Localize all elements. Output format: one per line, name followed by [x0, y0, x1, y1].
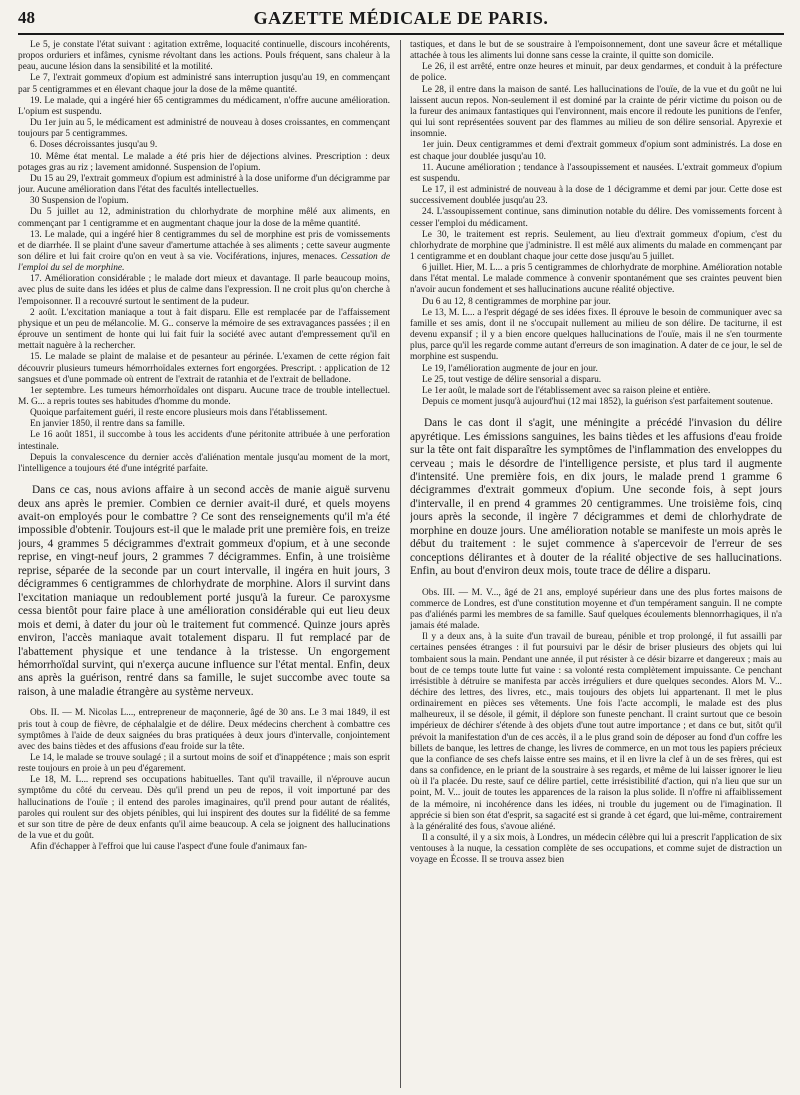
obs1-text: [18, 40, 390, 475]
paragraph: Du 15 au 29, l'extrait gommeux d'opium est administré à la dose uniforme d'un décigramme par jour. Aucune amélioration dans l'état des facultés intellectuelles.: [18, 173, 390, 196]
paragraph: Le 28, il entre dans la maison de santé. Les hallucinations de l'ouïe, de la vue et du goût ne lui laissent aucun repos. Non-seulement il est dominé par la crainte de périr victime du poison ou de la fureur des animaux fantastiques qui l'environnent, mais encore il redoute les punitions de l'enfer, qui lui sont représentées souvent par des flammes au milieu de son délire sensorial. Apyrexie et insomnie.: [410, 84, 782, 140]
paragraph: 17. Amélioration considérable ; le malade dort mieux et davantage. Il parle beaucoup moins, avec plus de suite dans les idées et plus de calme dans l'expression. Il ne croit plus qu'on cherche à l'empoisonner. Il a recouvré surtout le sentiment de la pudeur.: [18, 274, 390, 307]
paragraph: Le 25, tout vestige de délire sensorial a disparu.: [422, 374, 602, 385]
paragraph: Il y a deux ans, à la suite d'un travail de bureau, pénible et trop prolongé, il fut assailli par certaines pensées étranges : il fut poursuivi par le désir de briser plusieurs des objets qui lui tombaient sous la main. Pendant une année, il put résister à ce désir bizarre et dangereux ; mais au bout de ce temps toute lutte fut vaine : sa volonté resta complètement impuissante. Ce penchant irrésistible à détruire se manifesta par accès irréguliers et dure quelques secondes. Alors M. V... déchire des lettres, des livres, etc., mais toujours des objets lui appartenant. Il met le plus ordinairement en pièces ses vêtements. Une fois l'acte accompli, le malade est des plus malheureux, il se désole, il gémit, il déplore son funeste penchant. Il craint surtout que ce besoin impérieux de déchirer s'étende à des objets d'une tout autre importance ; et dans ce but, sitôt qu'il prévoit la manifestation d'un de ces accès, il a le plus grand soin de déposer au fond d'un coffre les billets de banque, les lettres de change, les livres de commerce, en un mot tous les papiers précieux que la confiance de ses chefs laisse entre ses mains, et il en livre la clef à un de ses frères, qui est dans sa confidence, en le priant de la soustraire à ses regards, et même de lui laisser ignorer le lieu où il l'a placée. Du reste, sauf ce délire partiel, cette irrésistibilité d'action, qui n'a lieu que sur un point, M. V... jouit de toutes les apparences de la raison la plus solide. Il n'offre ni affaiblissement de la mémoire, ni incohérence dans les idées, ni trouble du jugement ou de l'imagination. Il apprécie si bien son état d'esprit, sa sagacité est si grande à cet égard, que lui-même, contrairement à la généralité des fous, s'avoue aliéné.: [410, 632, 782, 832]
paragraph: Dans le cas dont il s'agit, une méningite a précédé l'invasion du délire apyrétique. Les émissions sanguines, les bains tièdes et les affusions d'eau froide sur la tête ont fait disparaître les symptômes de l'inflammation des enveloppes du cerveau ; mais le désordre de l'intelligence persiste, et plus tard il augmente d'intensité. Une première fois, en dix jours, le malade prend 1 gramme 6 décigrammes d'extrait gommeux d'opium. Une seconde fois, à sept jours d'intervalle, il en prend 4 grammes 20 centigrammes. Une troisième fois, cinq jours après la seconde, il ingère 7 décigrammes et demi de chlorhydrate de morphine en douze jours. Une amélioration notable se manifeste un mois après le début du traitement : le sujet commence à s'apercevoir de l'erreur de ses conceptions délirantes et à douter de la réalité objective de ses hallucinations. Enfin, au bout d'environ deux mois, toute trace de délire a disparu.: [410, 417, 782, 578]
paragraph: 6. Doses décroissantes jusqu'au 9.: [30, 140, 158, 151]
paragraph: Le 7, l'extrait gommeux d'opium est administré sans interruption jusqu'au 19, en commençant par 5 centigrammes et en élevant chaque jour la dose de la même quantité.: [18, 73, 390, 95]
paragraph: 6 juillet. Hier, M. L... a pris 5 centigrammes de chlorhydrate de morphine. Amélioration notable dans l'état mental. Le malade commence à convenir spontanément que ses craintes peuvent bien n'avoir aucun fondement et ses hallucinations aucune réalité objective.: [410, 263, 782, 296]
obs2-text: [18, 708, 390, 853]
paragraph: 1er juin. Deux centigrammes et demi d'extrait gommeux d'opium sont administrés. La dose en est chaque jour doublée jusqu'au 10.: [410, 140, 782, 162]
paragraph: tastiques, et dans le but de se soustraire à l'empoisonnement, dont une saveur âcre et métallique attachée à tous les aliments lui donne sans cesse la crainte, il quitte son domicile.: [410, 40, 782, 62]
left-column: [18, 40, 390, 1090]
paragraph: Du 1er juin au 5, le médicament est administré de nouveau à doses croissantes, en commençant toujours par 5 centigrammes.: [18, 118, 390, 140]
paragraph: 10. Même état mental. Le malade a été pris hier de déjections alvines. Prescription : deux potages gras au riz ; lavement amidonné. Suspension de l'opium.: [18, 151, 390, 173]
paragraph: 1er septembre. Les tumeurs hémorrhoïdales ont disparu. Aucune trace de trouble intellectuel. M. G... a repris toutes ses habitudes d'homme du monde.: [18, 385, 390, 407]
paragraph: 15. Le malade se plaint de malaise et de pesanteur au périnée. L'examen de cette région fait découvrir plusieurs tumeurs hémorrhoïdales externes fort engorgées. Prescript. : application de 12 sangsues et d'une pommade où entrent de l'extrait de ratanhia et de l'extrait de belladone.: [18, 352, 390, 385]
obs2-continued: [410, 40, 782, 408]
paragraph: Depuis ce moment jusqu'à aujourd'hui (12 mai 1852), la guérison s'est parfaitement soutenue.: [422, 397, 773, 407]
discussion-1: [18, 484, 390, 699]
paragraph: Depuis la convalescence du dernier accès d'aliénation mentale jusqu'au moment de la mort, l'intelligence a toujours été d'une intégrité parfaite.: [18, 452, 390, 474]
paragraph: Le 30, le traitement est repris. Seulement, au lieu d'extrait gommeux d'opium, c'est du chlorhydrate de morphine que j'administre. Il est mêlé aux aliments du malade en commençant par 1 centigramme et en doublant chaque jour cette dose jusqu'au 5 juillet.: [410, 229, 782, 262]
paragraph: Obs. III. — M. V..., âgé de 21 ans, employé supérieur dans une des plus fortes maisons de commerce de Londres, est d'une constitution moyenne et d'un tempérament sanguin. Il ne compte pas d'aliénés parmi les membres de sa famille. Sauf quelques écoulements blennorrhagiques, il n'a jamais été malade.: [410, 587, 782, 632]
spacer: [410, 408, 782, 417]
spacer: [410, 579, 782, 588]
paragraph: 24. L'assoupissement continue, sans diminution notable du délire. Des vomissements forcent à cesser l'emploi du médicament.: [410, 207, 782, 229]
paragraph: 11. Aucune amélioration ; tendance à l'assoupissement et nausées. L'extrait gommeux d'opium est suspendu.: [410, 162, 782, 184]
paragraph: [18, 230, 390, 275]
paragraph: Dans ce cas, nous avions affaire à un second accès de manie aiguë survenu deux ans après le premier. Combien ce dernier avait-il duré, et quels moyens avait-on employés pour le combattre ? Ce sont des renseignements qu'il m'a été impossible d'obtenir. Toujours est-il que le malade prit une première fois, en treize jours, 4 grammes 5 décigrammes d'extrait gommeux d'opium, et à une seconde reprise, en vingt-neuf jours, 2 grammes 7 décigrammes. Enfin, à une troisième reprise, séparée de la seconde par un court intervalle, il ingéra en huit jours, 3 décigrammes 6 centigrammes de chlorhydrate de morphine. Alors il survint dans l'excitation maniaque un redoublement porté jusqu'à la fureur. Ce paroxysme cessa bientôt pour faire place à une amélioration considérable qui eut lieu deux mois et demi, à dater du jour où le traitement fut commencé. Quinze jours après environ, l'accès maniaque avait totalement disparu. Il fut remplacé par de l'abattement physique et une tendance à la tristesse. Un engorgement hémorrhoïdal survint, qui n'exerça aucune influence sur l'état mental. Enfin, deux ans après la guérison, rentré dans sa famille, le sujet succombe avec toute sa raison, à une maladie étrangère au système nerveux.: [18, 484, 390, 698]
column-divider: [400, 40, 401, 1088]
paragraph-text: 13. Le malade, qui a ingéré hier 8 centigrammes du sel de morphine est pris de vomissements et de diarrhée. Il se plaint d'une saveur d'amertume attachée à ses aliments ; cette saveur augmente son délire et lui fait croire qu'on en veut à sa vie. Vociférations, injures, menaces.: [18, 229, 390, 262]
paragraph: 2 août. L'excitation maniaque a tout à fait disparu. Elle est remplacée par de l'affaissement physique et un peu de mélancolie. M. G.. conserve la mémoire de ses extravagances passées ; il en éprouve un sentiment de honte qui lui fait fuir la société avec autant d'empressement qu'il en mettait naguère à la rechercher.: [18, 307, 390, 352]
header-rule: [18, 33, 784, 35]
obs3-text: [410, 588, 782, 867]
paragraph: Afin d'échapper à l'effroi que lui cause l'aspect d'une foule d'animaux fan-: [30, 842, 308, 853]
paragraph: Il a consulté, il y a six mois, à Londres, un médecin célèbre qui lui a prescrit l'application de six ventouses à la nuque, la cessation complète de ses occupations, et comme sujet de distraction un voyage en Écosse. Il se trouva assez bien: [410, 833, 782, 866]
paragraph: Le 17, il est administré de nouveau à la dose de 1 décigramme et demi par jour. Cette dose est successivement doublée jusqu'au 23.: [410, 185, 782, 207]
paragraph: Le 16 août 1851, il succombe à tous les accidents d'une péritonite attribuée à une perforation intestinale.: [18, 430, 390, 452]
journal-title: GAZETTE MÉDICALE DE PARIS.: [253, 8, 549, 28]
paragraph: Du 6 au 12, 8 centigrammes de morphine par jour.: [422, 296, 611, 307]
paragraph: Quoique parfaitement guéri, il reste encore plusieurs mois dans l'établissement.: [30, 408, 328, 419]
paragraph: Le 18, M. L... reprend ses occupations habituelles. Tant qu'il travaille, il n'éprouve aucun symptôme du côté du cerveau. Dès qu'il prend un peu de repos, il voit importuné par des hallucinations de l'ouïe ; il entend des paroles imaginaires, qu'il prend pour autant de réalités, paroles qui roulent sur des objets pénibles, qui lui inspirent des doutes sur la fidélité de sa femme et sur son titre de père de deux enfants qu'il aime beaucoup. A cela se joignent des hallucinations de la vue et du goût.: [18, 775, 390, 842]
paragraph: 19. Le malade, qui a ingéré hier 65 centigrammes du médicament, n'offre aucune amélioration. L'opium est suspendu.: [18, 95, 390, 117]
paragraph: Le 5, je constate l'état suivant : agitation extrême, loquacité continuelle, discours incohérents, propos orduriers et infâmes, cynisme révoltant dans les actions. Pouls fréquent, sans chaleur à la peau, aucune lésion dans la sensibilité et la motilité.: [18, 40, 390, 73]
paragraph: Le 1er août, le malade sort de l'établissement avec sa raison pleine et entière.: [422, 385, 711, 396]
paragraph: Le 14, le malade se trouve soulagé ; il a surtout moins de soif et d'inappétence ; mais son esprit reste toujours en proie à un peu d'égarement.: [18, 752, 390, 775]
paragraph: Le 13, M. L... a l'esprit dégagé de ses idées fixes. Il éprouve le besoin de communiquer avec sa famille et ses amis, dont il ne s'occupait nullement au milieu de son délire. De taciturne, il est devenu expansif ; il y a bien encore quelques hallucinations de l'ouïe, mais il ne s'en tourmente plus, parce qu'il les regarde comme autant d'erreurs de son imagination. A dater de ce jour, le sel de morphine est suspendu.: [410, 307, 782, 363]
paragraph: Le 19, l'amélioration augmente de jour en jour.: [422, 363, 598, 374]
right-column: [410, 40, 782, 1090]
paragraph: En janvier 1850, il rentre dans sa famille.: [30, 419, 185, 430]
page-header: [18, 8, 784, 30]
paragraph: Du 5 juillet au 12, administration du chlorhydrate de morphine mêlé aux aliments, en commençant par 1 centigramme et en augmentant chaque jour la dose de la même quantité.: [18, 207, 390, 229]
spacer: [18, 699, 390, 708]
discussion-2: [410, 417, 782, 578]
page-number: 48: [18, 8, 35, 27]
paragraph: Le 26, il est arrêté, entre onze heures et minuit, par deux gendarmes, et conduit à la préfecture de police.: [410, 62, 782, 84]
paragraph: 30 Suspension de l'opium.: [30, 196, 129, 207]
paragraph: Obs. II. — M. Nicolas L..., entrepreneur de maçonnerie, âgé de 30 ans. Le 3 mai 1849, il est pris tout à coup de fièvre, de céphalalgie et de délire. Deux médecins cherchent à combattre ces symptômes à l'aide de deux saignées du bras pratiquées à deux jours d'intervalle, conjointement avec des bains tièdes et des affusions d'eau froide sur la tête.: [18, 708, 390, 752]
italic-remark: Cessation de l'emploi du sel de morphine.: [18, 251, 390, 274]
spacer: [18, 475, 390, 484]
